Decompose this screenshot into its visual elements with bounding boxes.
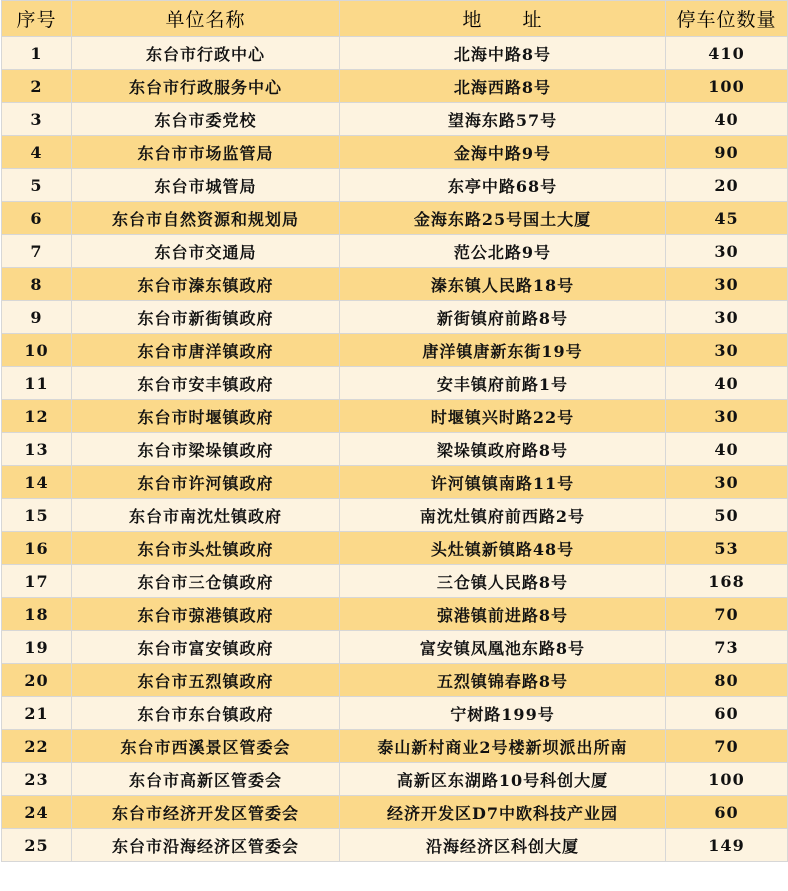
- cell-address: 金海东路25号国土大厦: [340, 202, 666, 235]
- cell-index: 9: [2, 301, 72, 334]
- table-row: [2, 763, 788, 796]
- cell-parking-count: 40: [666, 433, 788, 466]
- cell-parking-count: 168: [666, 565, 788, 598]
- cell-address: 三仓镇人民路8号: [340, 565, 666, 598]
- cell-parking-count: 149: [666, 829, 788, 862]
- table-row: [2, 730, 788, 763]
- cell-address: 宁树路199号: [340, 697, 666, 730]
- cell-index: 5: [2, 169, 72, 202]
- cell-unit-name: 东台市梁垛镇政府: [72, 433, 340, 466]
- cell-unit-name: 东台市东台镇政府: [72, 697, 340, 730]
- cell-unit-name: 东台市头灶镇政府: [72, 532, 340, 565]
- cell-unit-name: 东台市溱东镇政府: [72, 268, 340, 301]
- cell-unit-name: 东台市城管局: [72, 169, 340, 202]
- table-row: [2, 301, 788, 334]
- cell-unit-name: 东台市富安镇政府: [72, 631, 340, 664]
- table-row: [2, 664, 788, 697]
- cell-address: 许河镇镇南路11号: [340, 466, 666, 499]
- cell-address: 沿海经济区科创大厦: [340, 829, 666, 862]
- cell-unit-name: 东台市市场监管局: [72, 136, 340, 169]
- cell-address: 五烈镇锦春路8号: [340, 664, 666, 697]
- cell-parking-count: 30: [666, 301, 788, 334]
- cell-address: 新街镇府前路8号: [340, 301, 666, 334]
- cell-parking-count: 60: [666, 697, 788, 730]
- cell-address: 高新区东湖路10号科创大厦: [340, 763, 666, 796]
- cell-unit-name: 东台市委党校: [72, 103, 340, 136]
- cell-index: 7: [2, 235, 72, 268]
- header-row: [2, 1, 788, 37]
- header-parking-count: 停车位数量: [666, 1, 788, 37]
- cell-address: 金海中路9号: [340, 136, 666, 169]
- cell-unit-name: 东台市南沈灶镇政府: [72, 499, 340, 532]
- cell-address: 经济开发区D7中欧科技产业园: [340, 796, 666, 829]
- cell-address: 北海西路8号: [340, 70, 666, 103]
- cell-parking-count: 40: [666, 103, 788, 136]
- table-row: [2, 532, 788, 565]
- table-row: [2, 829, 788, 862]
- cell-index: 11: [2, 367, 72, 400]
- header-unit-name: 单位名称: [72, 1, 340, 37]
- cell-index: 24: [2, 796, 72, 829]
- cell-index: 3: [2, 103, 72, 136]
- cell-unit-name: 东台市行政服务中心: [72, 70, 340, 103]
- cell-index: 8: [2, 268, 72, 301]
- cell-parking-count: 90: [666, 136, 788, 169]
- cell-parking-count: 30: [666, 466, 788, 499]
- cell-address: 头灶镇新镇路48号: [340, 532, 666, 565]
- cell-index: 2: [2, 70, 72, 103]
- cell-unit-name: 东台市行政中心: [72, 37, 340, 70]
- cell-address: 富安镇凤凰池东路8号: [340, 631, 666, 664]
- cell-index: 6: [2, 202, 72, 235]
- cell-parking-count: 45: [666, 202, 788, 235]
- table-row: [2, 202, 788, 235]
- cell-unit-name: 东台市新街镇政府: [72, 301, 340, 334]
- header-address: 地 址: [340, 1, 666, 37]
- cell-parking-count: 100: [666, 763, 788, 796]
- cell-index: 18: [2, 598, 72, 631]
- table-row: [2, 235, 788, 268]
- table-row: [2, 37, 788, 70]
- cell-unit-name: 东台市时堰镇政府: [72, 400, 340, 433]
- table-row: [2, 334, 788, 367]
- cell-address: 南沈灶镇府前西路2号: [340, 499, 666, 532]
- table-row: [2, 499, 788, 532]
- cell-unit-name: 东台市五烈镇政府: [72, 664, 340, 697]
- cell-index: 23: [2, 763, 72, 796]
- cell-index: 19: [2, 631, 72, 664]
- cell-address: 北海中路8号: [340, 37, 666, 70]
- cell-parking-count: 410: [666, 37, 788, 70]
- cell-unit-name: 东台市经济开发区管委会: [72, 796, 340, 829]
- table-row: [2, 433, 788, 466]
- cell-parking-count: 73: [666, 631, 788, 664]
- cell-address: 弶港镇前进路8号: [340, 598, 666, 631]
- cell-parking-count: 20: [666, 169, 788, 202]
- cell-parking-count: 40: [666, 367, 788, 400]
- cell-address: 东亭中路68号: [340, 169, 666, 202]
- cell-unit-name: 东台市许河镇政府: [72, 466, 340, 499]
- cell-index: 17: [2, 565, 72, 598]
- cell-index: 10: [2, 334, 72, 367]
- cell-index: 22: [2, 730, 72, 763]
- table-row: [2, 697, 788, 730]
- cell-index: 21: [2, 697, 72, 730]
- cell-address: 溱东镇人民路18号: [340, 268, 666, 301]
- cell-unit-name: 东台市安丰镇政府: [72, 367, 340, 400]
- table-row: [2, 565, 788, 598]
- cell-parking-count: 70: [666, 730, 788, 763]
- cell-address: 范公北路9号: [340, 235, 666, 268]
- cell-parking-count: 30: [666, 235, 788, 268]
- cell-unit-name: 东台市西溪景区管委会: [72, 730, 340, 763]
- table-row: [2, 103, 788, 136]
- table-row: [2, 400, 788, 433]
- cell-address: 安丰镇府前路1号: [340, 367, 666, 400]
- cell-parking-count: 60: [666, 796, 788, 829]
- table-row: [2, 268, 788, 301]
- cell-unit-name: 东台市交通局: [72, 235, 340, 268]
- header-index: 序号: [2, 1, 72, 37]
- cell-address: 望海东路57号: [340, 103, 666, 136]
- parking-table: [1, 0, 788, 862]
- table-row: [2, 367, 788, 400]
- cell-address: 泰山新村商业2号楼新坝派出所南: [340, 730, 666, 763]
- table-row: [2, 70, 788, 103]
- cell-parking-count: 50: [666, 499, 788, 532]
- cell-address: 梁垛镇政府路8号: [340, 433, 666, 466]
- cell-index: 15: [2, 499, 72, 532]
- table-row: [2, 796, 788, 829]
- table-row: [2, 169, 788, 202]
- cell-parking-count: 30: [666, 400, 788, 433]
- cell-index: 13: [2, 433, 72, 466]
- cell-address: 时堰镇兴时路22号: [340, 400, 666, 433]
- cell-address: 唐洋镇唐新东街19号: [340, 334, 666, 367]
- cell-parking-count: 80: [666, 664, 788, 697]
- cell-index: 14: [2, 466, 72, 499]
- cell-index: 16: [2, 532, 72, 565]
- cell-parking-count: 30: [666, 334, 788, 367]
- cell-index: 12: [2, 400, 72, 433]
- table-row: [2, 598, 788, 631]
- cell-index: 25: [2, 829, 72, 862]
- cell-parking-count: 100: [666, 70, 788, 103]
- cell-unit-name: 东台市高新区管委会: [72, 763, 340, 796]
- cell-unit-name: 东台市三仓镇政府: [72, 565, 340, 598]
- cell-unit-name: 东台市唐洋镇政府: [72, 334, 340, 367]
- table-body: [2, 37, 788, 862]
- table-row: [2, 631, 788, 664]
- cell-parking-count: 30: [666, 268, 788, 301]
- cell-index: 20: [2, 664, 72, 697]
- cell-unit-name: 东台市沿海经济区管委会: [72, 829, 340, 862]
- cell-index: 4: [2, 136, 72, 169]
- cell-parking-count: 70: [666, 598, 788, 631]
- cell-parking-count: 53: [666, 532, 788, 565]
- cell-unit-name: 东台市弶港镇政府: [72, 598, 340, 631]
- cell-index: 1: [2, 37, 72, 70]
- table-row: [2, 136, 788, 169]
- table-row: [2, 466, 788, 499]
- cell-unit-name: 东台市自然资源和规划局: [72, 202, 340, 235]
